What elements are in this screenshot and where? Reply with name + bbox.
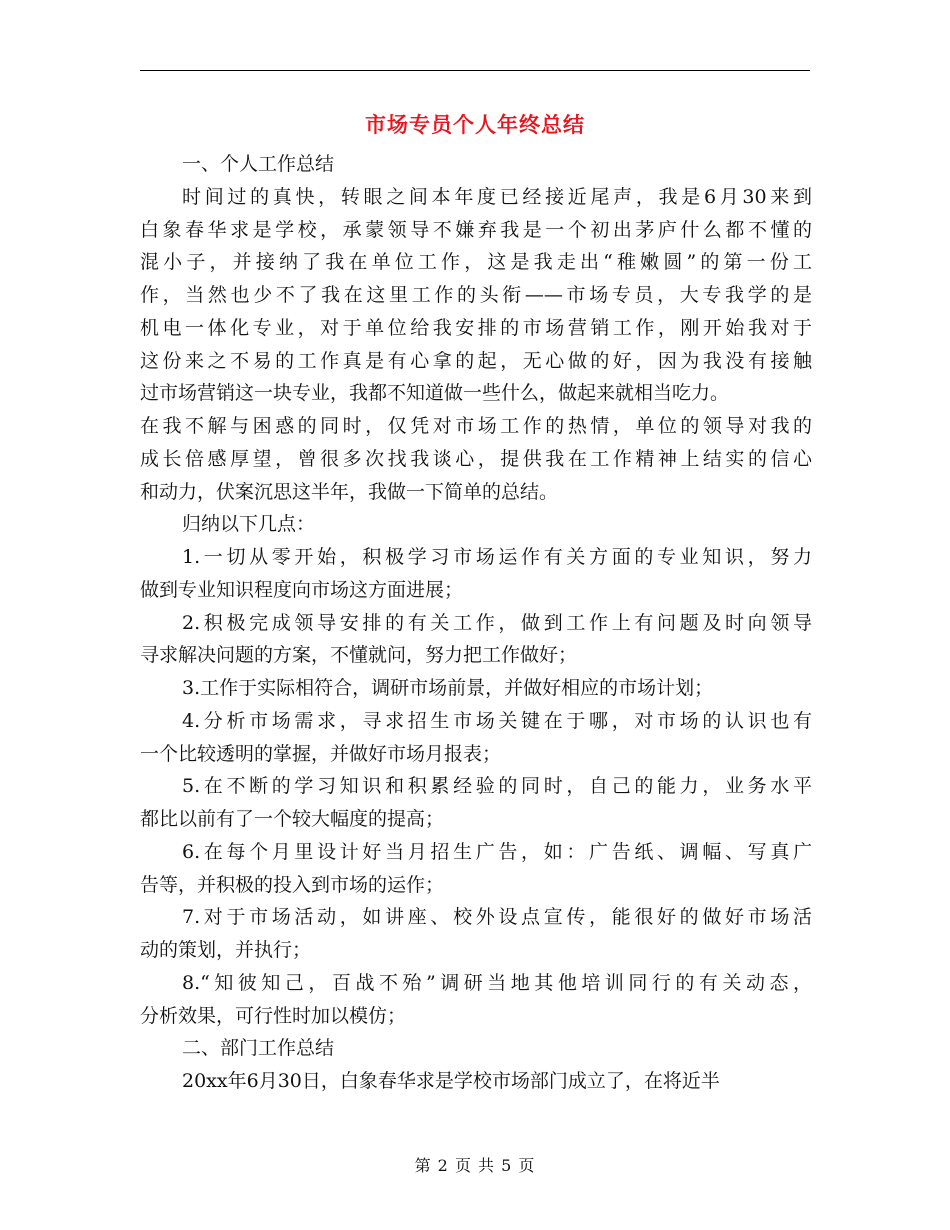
body-line: 2.积极完成领导安排的有关工作，做到工作上有问题及时向领导 bbox=[182, 611, 812, 634]
body-line: 做到专业知识程度向市场这方面进展； bbox=[140, 578, 464, 601]
body-line: 寻求解决问题的方案，不懂就问，努力把工作做好； bbox=[140, 644, 578, 667]
body-line: 5.在不断的学习知识和积累经验的同时，自己的能力，业务水平 bbox=[182, 775, 812, 798]
body-line: 作，当然也少不了我在这里工作的头衔——市场专员，大专我学的是 bbox=[140, 284, 812, 306]
body-line: 二、部门工作总结 bbox=[182, 1037, 335, 1060]
page-number: 第 2 页 共 5 页 bbox=[414, 1156, 536, 1175]
body-line: 动的策划，并执行； bbox=[140, 939, 312, 961]
body-line: 白象春华求是学校，承蒙领导不嫌弃我是一个初出茅庐什么都不懂的 bbox=[140, 218, 812, 241]
body-line: 归纳以下几点： bbox=[182, 513, 316, 536]
body-line: 7.对于市场活动，如讲座、校外设点宣传，能很好的做好市场活 bbox=[182, 906, 812, 929]
body-line: 都比以前有了一个较大幅度的提高； bbox=[140, 808, 445, 830]
body-line: 8.“知彼知己，百战不殆”调研当地其他培训同行的有关动态， bbox=[182, 971, 812, 994]
body-line: 这份来之不易的工作真是有心拿的起，无心做的好，因为我没有接触 bbox=[140, 349, 812, 372]
body-line: 3.工作于实际相符合，调研市场前景，并做好相应的市场计划； bbox=[182, 677, 714, 699]
body-line: 分析效果，可行性时加以模仿； bbox=[140, 1004, 407, 1027]
body-line: 在我不解与困惑的同时，仅凭对市场工作的热情，单位的领导对我的 bbox=[140, 415, 812, 437]
body-line: 时间过的真快，转眼之间本年度已经接近尾声，我是6月30来到 bbox=[182, 185, 812, 208]
body-line: 混小子，并接纳了我在单位工作，这是我走出“稚嫩圆”的第一份工 bbox=[140, 251, 812, 274]
body-line: 4.分析市场需求，寻求招生市场关键在于哪，对市场的认识也有 bbox=[182, 709, 812, 732]
header-rule bbox=[140, 70, 810, 71]
body-line: 1.一切从零开始，积极学习市场运作有关方面的专业知识，努力 bbox=[182, 546, 812, 568]
body-line: 20xx年6月30日，白象春华求是学校市场部门成立了，在将近半 bbox=[182, 1070, 720, 1092]
body-line: 和动力，伏案沉思这半年，我做一下简单的总结。 bbox=[140, 480, 559, 503]
body-line: 过市场营销这一块专业，我都不知道做一些什么，做起来就相当吃力。 bbox=[140, 382, 730, 405]
document-body bbox=[140, 148, 812, 1098]
body-line: 一个比较透明的掌握，并做好市场月报表； bbox=[140, 742, 502, 765]
body-line: 机电一体化专业，对于单位给我安排的市场营销工作，刚开始我对于 bbox=[140, 316, 812, 339]
body-line: 6.在每个月里设计好当月招生广告，如：广告纸、调幅、写真广 bbox=[182, 840, 812, 863]
document-title: 市场专员个人年终总结 bbox=[365, 112, 585, 137]
body-line: 一、个人工作总结 bbox=[182, 153, 335, 175]
body-line: 成长倍感厚望，曾很多次找我谈心，提供我在工作精神上结实的信心 bbox=[140, 447, 812, 470]
body-line: 告等，并积极的投入到市场的运作； bbox=[140, 873, 445, 896]
